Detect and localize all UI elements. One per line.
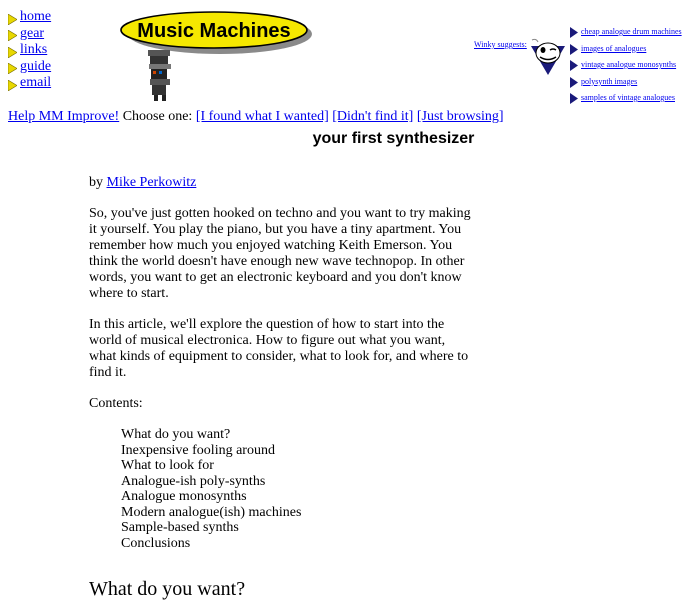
arrow-bullet-icon xyxy=(570,60,578,71)
feedback-browsing-link[interactable]: [Just browsing] xyxy=(416,109,504,124)
arrow-bullet-icon xyxy=(8,14,17,25)
winky-mascot-icon[interactable] xyxy=(528,38,568,76)
feedback-not-found-link[interactable]: [Didn't find it] xyxy=(332,109,414,124)
help-improve-link[interactable]: Help MM Improve! xyxy=(8,109,120,124)
suggestion-links xyxy=(570,27,682,110)
suggestion-link[interactable]: cheap analogue drum machines xyxy=(581,27,682,36)
suggestion-link[interactable]: images of analogues xyxy=(581,43,647,53)
nav-link-guide[interactable]: guide xyxy=(20,58,52,74)
suggestion-link[interactable]: polysynth images xyxy=(581,76,638,86)
choose-one-text: Choose one: xyxy=(119,109,196,124)
arrow-bullet-icon xyxy=(570,44,578,55)
toc-item: Modern analogue(ish) machines xyxy=(121,504,302,520)
nav-item-home[interactable] xyxy=(8,9,51,26)
table-of-contents xyxy=(121,427,474,551)
page-title: your first synthesizer xyxy=(312,130,475,147)
suggestion-item[interactable] xyxy=(570,77,682,94)
section-heading: What do you want? xyxy=(89,578,246,600)
article-body xyxy=(89,175,474,551)
suggestion-item[interactable] xyxy=(570,44,682,61)
arrow-bullet-icon xyxy=(8,47,17,58)
logo-text: Music Machines xyxy=(137,20,291,42)
arrow-bullet-icon xyxy=(8,63,17,74)
suggestion-link[interactable]: samples of vintage analogues xyxy=(581,93,675,102)
intro-paragraph: So, you've just gotten hooked on techno and you want to try making it yourself. You play the piano, but you have a tiny apartment. You remember how much you enjoyed watching Keith Emerson. You think the world doesn't have enough new wave technopop. In other words, you want to get an electronic keyboard and you don't know where to start. xyxy=(89,206,471,301)
nav-item-guide[interactable] xyxy=(8,59,51,76)
byline xyxy=(89,175,474,191)
music-machines-logo[interactable] xyxy=(118,10,314,102)
author-link[interactable]: Mike Perkowitz xyxy=(106,175,197,190)
arrow-bullet-icon xyxy=(570,93,578,104)
toc-item: What to look for xyxy=(121,458,214,473)
nav-link-gear[interactable]: gear xyxy=(20,25,45,41)
arrow-bullet-icon xyxy=(8,30,17,41)
winky-suggests-link[interactable]: Winky suggests: xyxy=(474,40,527,49)
toc-item: Sample-based synths xyxy=(121,520,239,535)
toc-item: What do you want? xyxy=(121,427,231,442)
nav-item-email[interactable] xyxy=(8,75,51,92)
arrow-bullet-icon xyxy=(570,27,578,38)
nav-item-links[interactable] xyxy=(8,42,51,59)
overview-paragraph: In this article, we'll explore the question of how to start into the world of musical electronica. How to figure out what you want, what kinds of equipment to consider, what to look for, and where to find it. xyxy=(89,317,469,380)
nav-link-links[interactable]: links xyxy=(20,42,48,58)
site-nav xyxy=(8,9,51,92)
arrow-bullet-icon xyxy=(570,77,578,88)
toc-item: Analogue monosynths xyxy=(121,489,247,504)
byline-prefix: by xyxy=(89,175,107,190)
winky-label xyxy=(474,40,527,49)
suggestion-item[interactable] xyxy=(570,93,682,110)
toc-item: Conclusions xyxy=(121,535,191,551)
nav-link-home[interactable]: home xyxy=(20,9,52,25)
suggestion-item[interactable] xyxy=(570,60,682,77)
toc-item: Analogue-ish poly-synths xyxy=(121,473,266,489)
suggestion-item[interactable] xyxy=(570,27,682,44)
contents-label: Contents: xyxy=(89,396,143,411)
feedback-bar xyxy=(8,109,504,125)
nav-item-gear[interactable] xyxy=(8,26,51,43)
suggestion-link[interactable]: vintage analogue monosynths xyxy=(581,60,677,69)
arrow-bullet-icon xyxy=(8,80,17,91)
nav-link-email[interactable]: email xyxy=(20,75,52,91)
toc-item: Inexpensive fooling around xyxy=(121,442,275,458)
feedback-found-link[interactable]: [I found what I wanted] xyxy=(195,109,329,124)
